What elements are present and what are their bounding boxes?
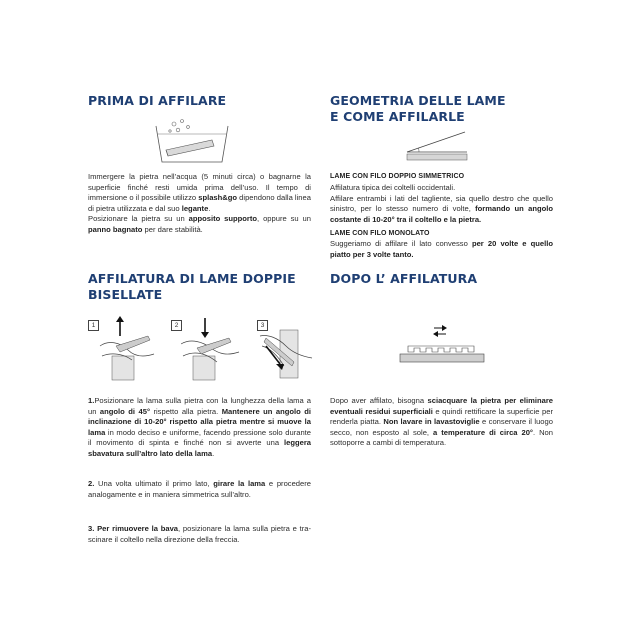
before-paragraph: Immergere la pietra nell’acqua (5 minuti circa) o bagnarne la superficie finché resti umida prima dell’uso. Il tempo di immersione o il possibile utilizzo splash&go dipendono dalla linea di pietra utilizzata e dal suo legante. Posizionare la pietra su un apposito supporto, oppure su un panno bagnato per dare stabilità. xyxy=(88,172,311,234)
section-title-after: DOPO L’ AFFILATURA xyxy=(330,271,478,286)
section-title-before: PRIMA DI AFFILARE xyxy=(88,93,227,108)
blade-angle-illustration xyxy=(405,128,469,164)
hand-knife-illustration xyxy=(98,316,160,382)
section-title-geometry: GEOMETRIA DELLE LAME E COME AFFILARLE xyxy=(330,93,506,124)
section-title-double-bevel: AFFILATURA DI LAME DOPPIE BISELLATE xyxy=(88,271,296,302)
hand-knife-illustration xyxy=(258,316,314,382)
hand-knife-illustration xyxy=(181,316,243,382)
monolateral-subtitle: LAME CON FILO MONOLATO xyxy=(330,230,430,237)
step-number-3: 3 xyxy=(257,320,268,331)
step-number-2: 2 xyxy=(171,320,182,331)
stone-flattening-illustration xyxy=(398,322,486,368)
step-3-text: 3. Per rimuovere la bava, posizionare la lama sulla pietra e tra-scinare il coltello nella direzione della freccia. xyxy=(88,524,311,544)
step-2-text: 2. Una volta ultimato il primo lato, girare la lama e procedere analogamente e in maniera simmetrica sull’altro. xyxy=(88,479,312,499)
monolateral-paragraph: Suggeriamo di affilare il lato convesso per 20 volte e quello piatto per 3 volte tanto. xyxy=(330,239,553,259)
step-1-text: 1.Posizionare la lama sulla pietra con la lunghezza della lama a un angolo di 45° rispetto alla pietra. Mantenere un angolo di inclinazione di 10-20° rispetto alla pietra mentre si muove la lama in modo deciso e uniforme, facendo pressione solo durante il movimento di spinta e finché non si avverte una leggera sbavatura sull’altro lato della lama. xyxy=(88,396,311,458)
step-number-1: 1 xyxy=(88,320,99,331)
symmetric-paragraph: Affilatura tipica dei coltelli occidentali. Affilare entrambi i lati del tagliente, sia quello destro che quello sinistro, per lo stesso numero di volte, formando un angolo costante di 10-20° tra il coltello e la pietra. xyxy=(330,183,553,224)
symmetric-subtitle: LAME CON FILO DOPPIO SIMMETRICO xyxy=(330,173,465,180)
after-paragraph: Dopo aver affilato, bisogna sciacquare la pietra per eliminare eventuali residui superficiali e quindi rettificare la superficie per renderla piatta. Non lavare in lavastoviglie e conservare il luogo secco, non esposto al sole, a temperature di circa 20°. Non sottoporre a cambi di temperatura. xyxy=(330,396,554,448)
water-bowl-illustration xyxy=(148,118,236,166)
